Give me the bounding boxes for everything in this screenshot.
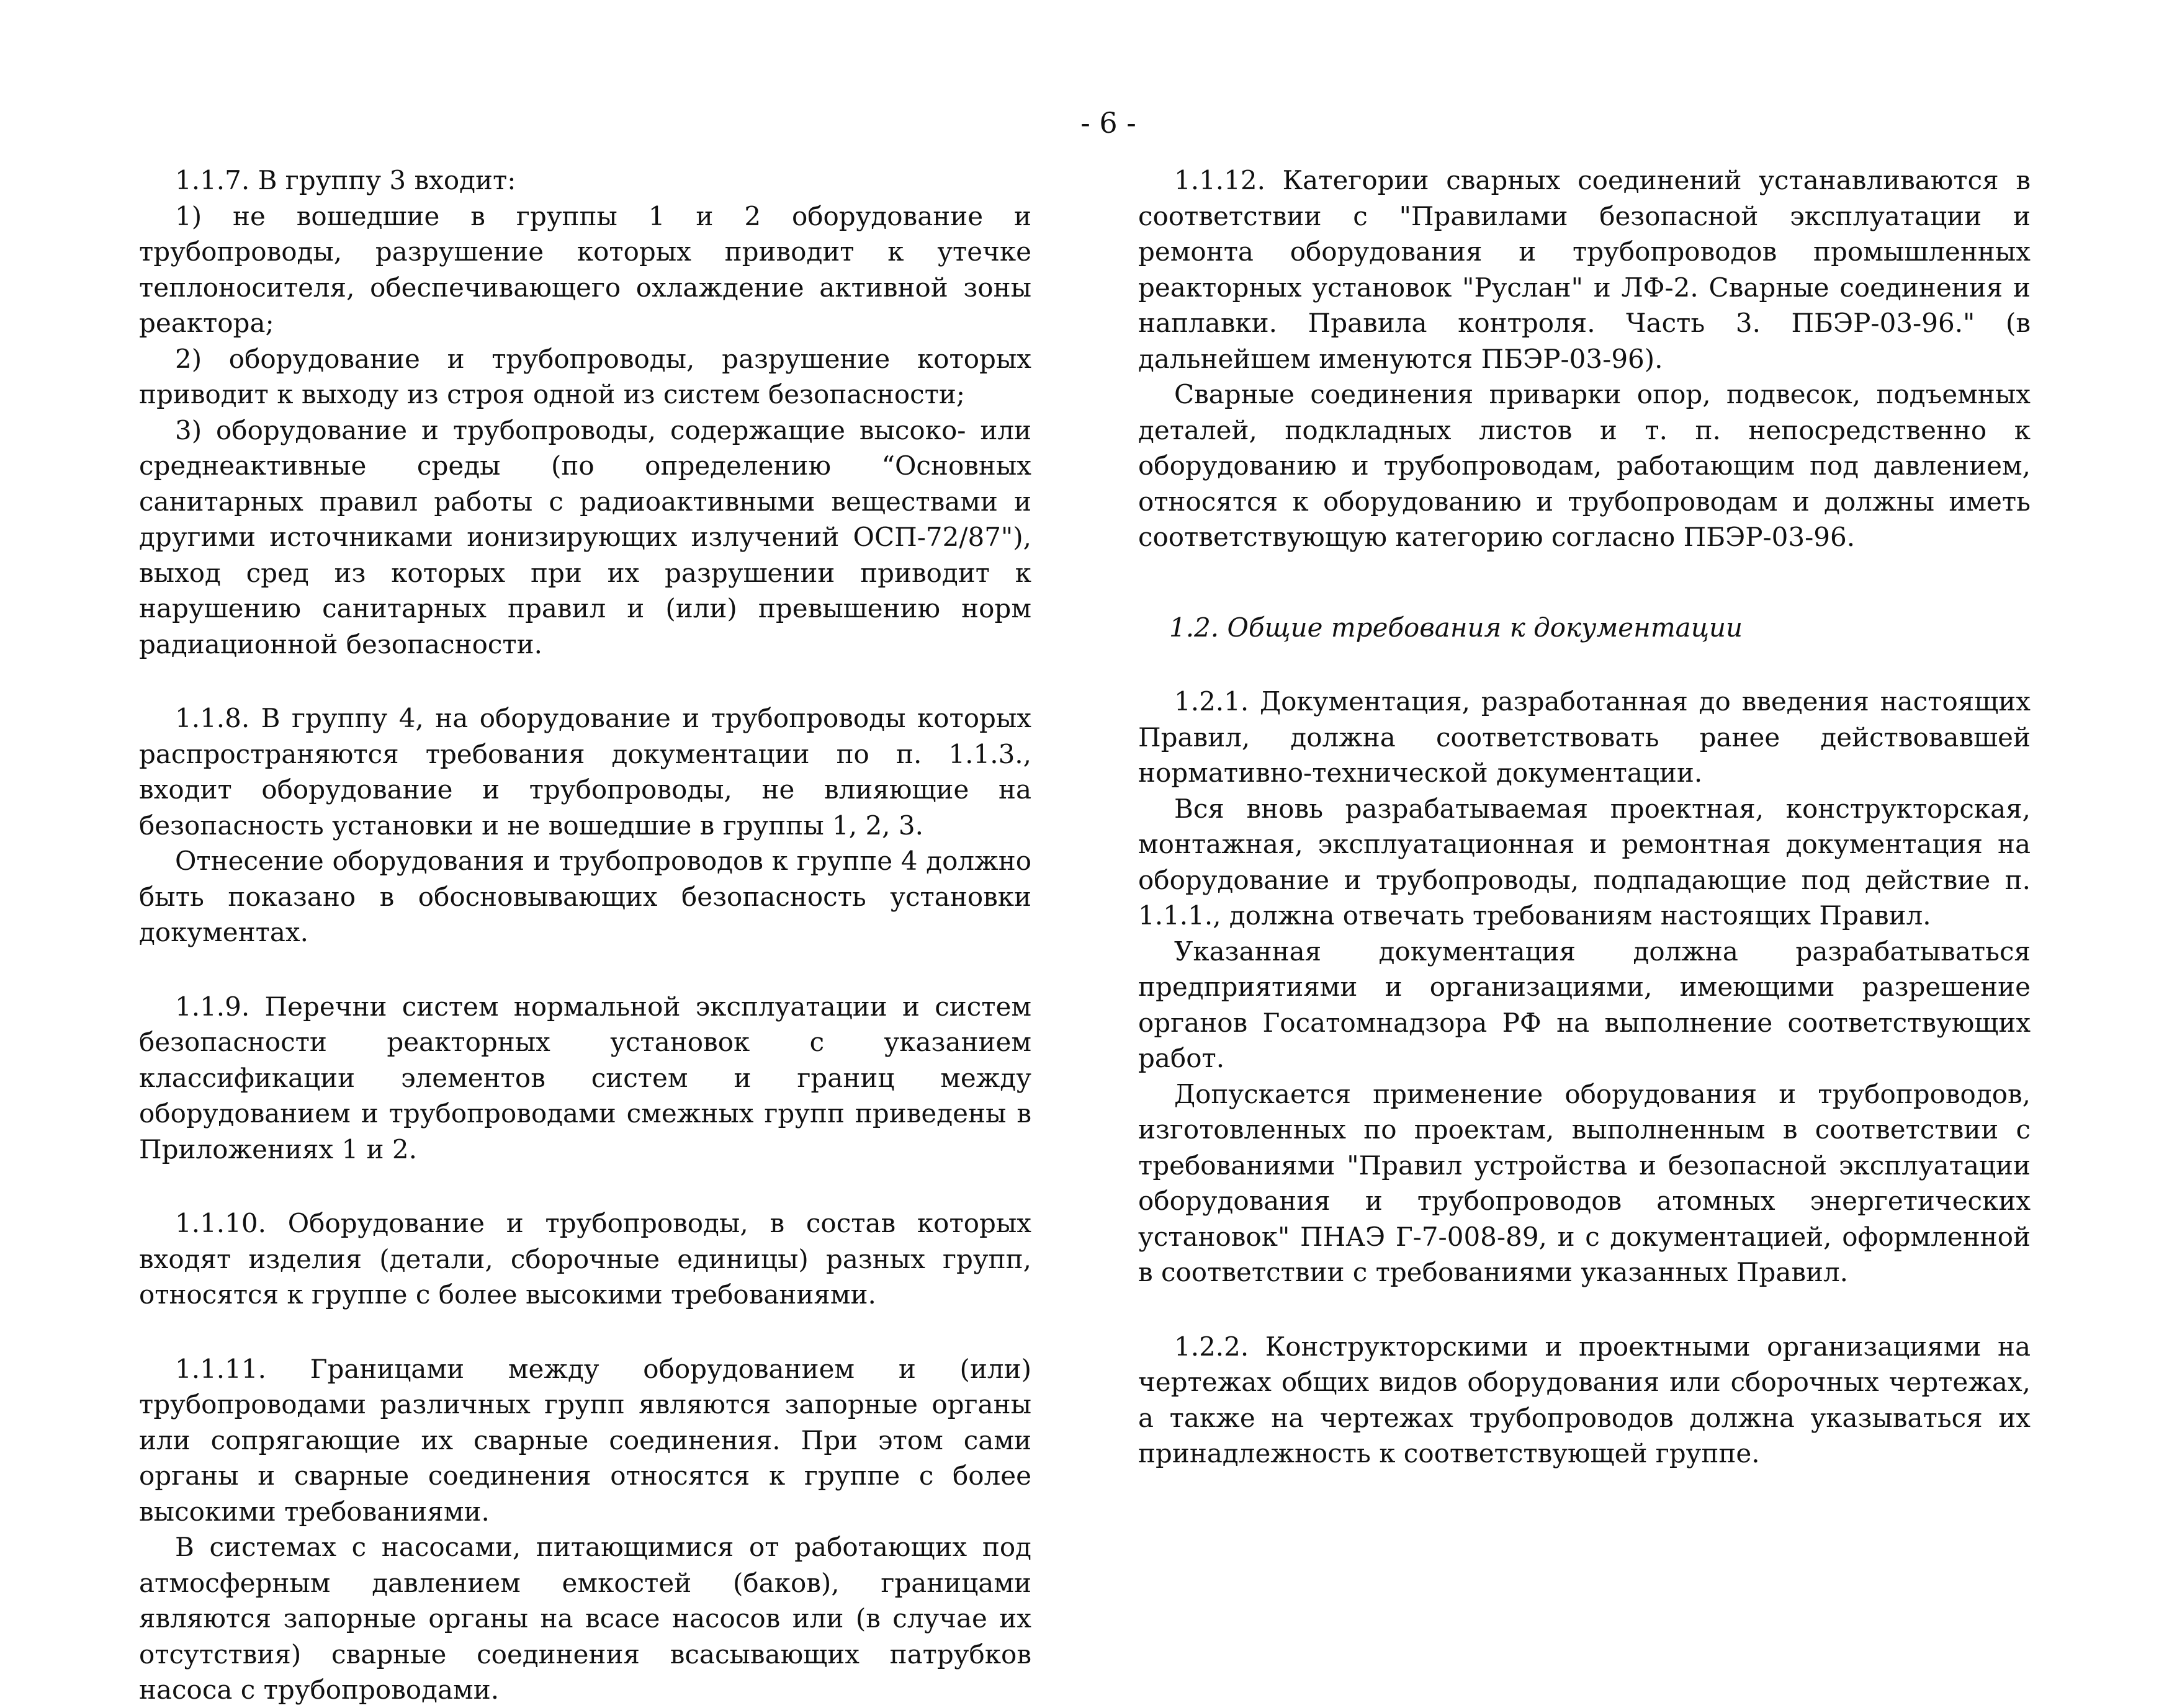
right-column xyxy=(1138,163,2031,1472)
paragraph: 1.2.2. Конструкторскими и проектными организациями на чертежах общих видов оборудования или сборочных чертежах, а также на чертежах трубопроводов должна указываться их принадлежность к соответствующей группе. xyxy=(1138,1331,2031,1469)
paragraph: 1.1.8. В группу 4, на оборудование и трубопроводы которых распространяются требования документации по п. 1.1.3., входит оборудование и трубопроводы, не влияющие на безопасность установки и не вошедшие в группы 1, 2, 3. xyxy=(139,703,1031,841)
clause-1-2-2 xyxy=(1138,1329,2031,1472)
clause-1-1-12 xyxy=(1138,163,2031,555)
left-column xyxy=(139,163,1031,1708)
paragraph: Указанная документация должна разрабатываться предприятиями и организациями, имеющими разрешение органов Госатомнадзора РФ на выполнение соответствующих работ. xyxy=(1138,936,2031,1073)
paragraph: 2) оборудование и трубопроводы, разрушение которых приводит к выходу из строя одной из систем безопасности; xyxy=(139,343,1031,409)
clause-1-1-8 xyxy=(139,700,1031,950)
paragraph: Отнесение оборудования и трубопроводов к группе 4 должно быть показано в обосновывающих безопасность установки документах. xyxy=(139,846,1031,947)
page-number: - 6 - xyxy=(1080,106,1136,140)
paragraph: В системах с насосами, питающимися от работающих под атмосферным давлением емкостей (баков), границами являются запорные органы на всасе насосов или (в случае их отсутствия) сварные соединения всасывающих патрубков насоса с трубопроводами. xyxy=(139,1532,1031,1705)
paragraph: 3) оборудование и трубопроводы, содержащие высоко- или среднеактивные среды (по определению “Основных санитарных правил работы с радиоактивными веществами и другими источниками ионизирующих излучений ОСП-72/87"), выход сред из которых при их разрушении приводит к нарушению санитарных правил и (или) превышению норм радиационной безопасности. xyxy=(139,414,1031,660)
paragraph: Допускается применение оборудования и трубопроводов, изготовленных по проектам, выполненным в соответствии с требованиями "Правил устройства и безопасной эксплуатации оборудования и трубопроводов атомных энергетических установок" ПНАЭ Г-7-008-89, и с документацией, оформленной в соответствии с требованиями указанных Правил. xyxy=(1138,1078,2031,1287)
clause-1-1-7 xyxy=(139,163,1031,662)
section-heading: 1.2. Общие требования к документации xyxy=(1169,612,1743,643)
paragraph: Сварные соединения приварки опор, подвесок, подъемных деталей, подкладных листов и т. п. непосредственно к оборудованию и трубопроводам, работающим под давлением, относятся к оборудованию и трубопроводам и должны иметь соответствующую категорию согласно ПБЭР-03-96. xyxy=(1138,379,2031,552)
paragraph: 1.2.1. Документация, разработанная до введения настоящих Правил, должна соответствовать ранее действовавшей нормативно-технической документации. xyxy=(1138,686,2031,788)
paragraph: 1.1.12. Категории сварных соединений устанавливаются в соответствии с "Правилами безопасной эксплуатации и ремонта оборудования и трубопроводов промышленных реакторных установок "Руслан" и ЛФ-2. Сварные соединения и наплавки. Правила контроля. Часть 3. ПБЭР-03-96." (в дальнейшем именуются ПБЭР-03-96). xyxy=(1138,165,2031,374)
clause-1-1-11 xyxy=(139,1351,1031,1708)
clause-1-1-9 xyxy=(139,989,1031,1168)
paragraph: 1.1.9. Перечни систем нормальной эксплуатации и систем безопасности реакторных установок с указанием классификации элементов систем и границ между оборудованием и трубопроводами смежных групп приведены в Приложениях 1 и 2. xyxy=(139,991,1031,1165)
paragraph: 1.1.7. В группу 3 входит: xyxy=(175,165,516,195)
clause-1-1-10 xyxy=(139,1205,1031,1313)
paragraph: Вся вновь разрабатываемая проектная, конструкторская, монтажная, эксплуатационная и ремонтная документация на оборудование и трубопроводы, подпадающие под действие п. 1.1.1., должна отвечать требованиям настоящих Правил. xyxy=(1138,793,2031,931)
clause-1-2-1 xyxy=(1138,684,2031,1290)
section-heading-block xyxy=(1138,610,2031,646)
paragraph: 1) не вошедшие в группы 1 и 2 оборудование и трубопроводы, разрушение которых приводит к утечке теплоносителя, обеспечивающего охлаждение активной зоны реактора; xyxy=(139,200,1031,338)
paragraph: 1.1.10. Оборудование и трубопроводы, в состав которых входят изделия (детали, сборочные единицы) разных групп, относятся к группе с более высокими требованиями. xyxy=(139,1208,1031,1310)
paragraph: 1.1.11. Границами между оборудованием и (или) трубопроводами различных групп являются запорные органы или сопрягающие их сварные соединения. При этом сами органы и сварные соединения относятся к группе с более высокими требованиями. xyxy=(139,1353,1031,1527)
